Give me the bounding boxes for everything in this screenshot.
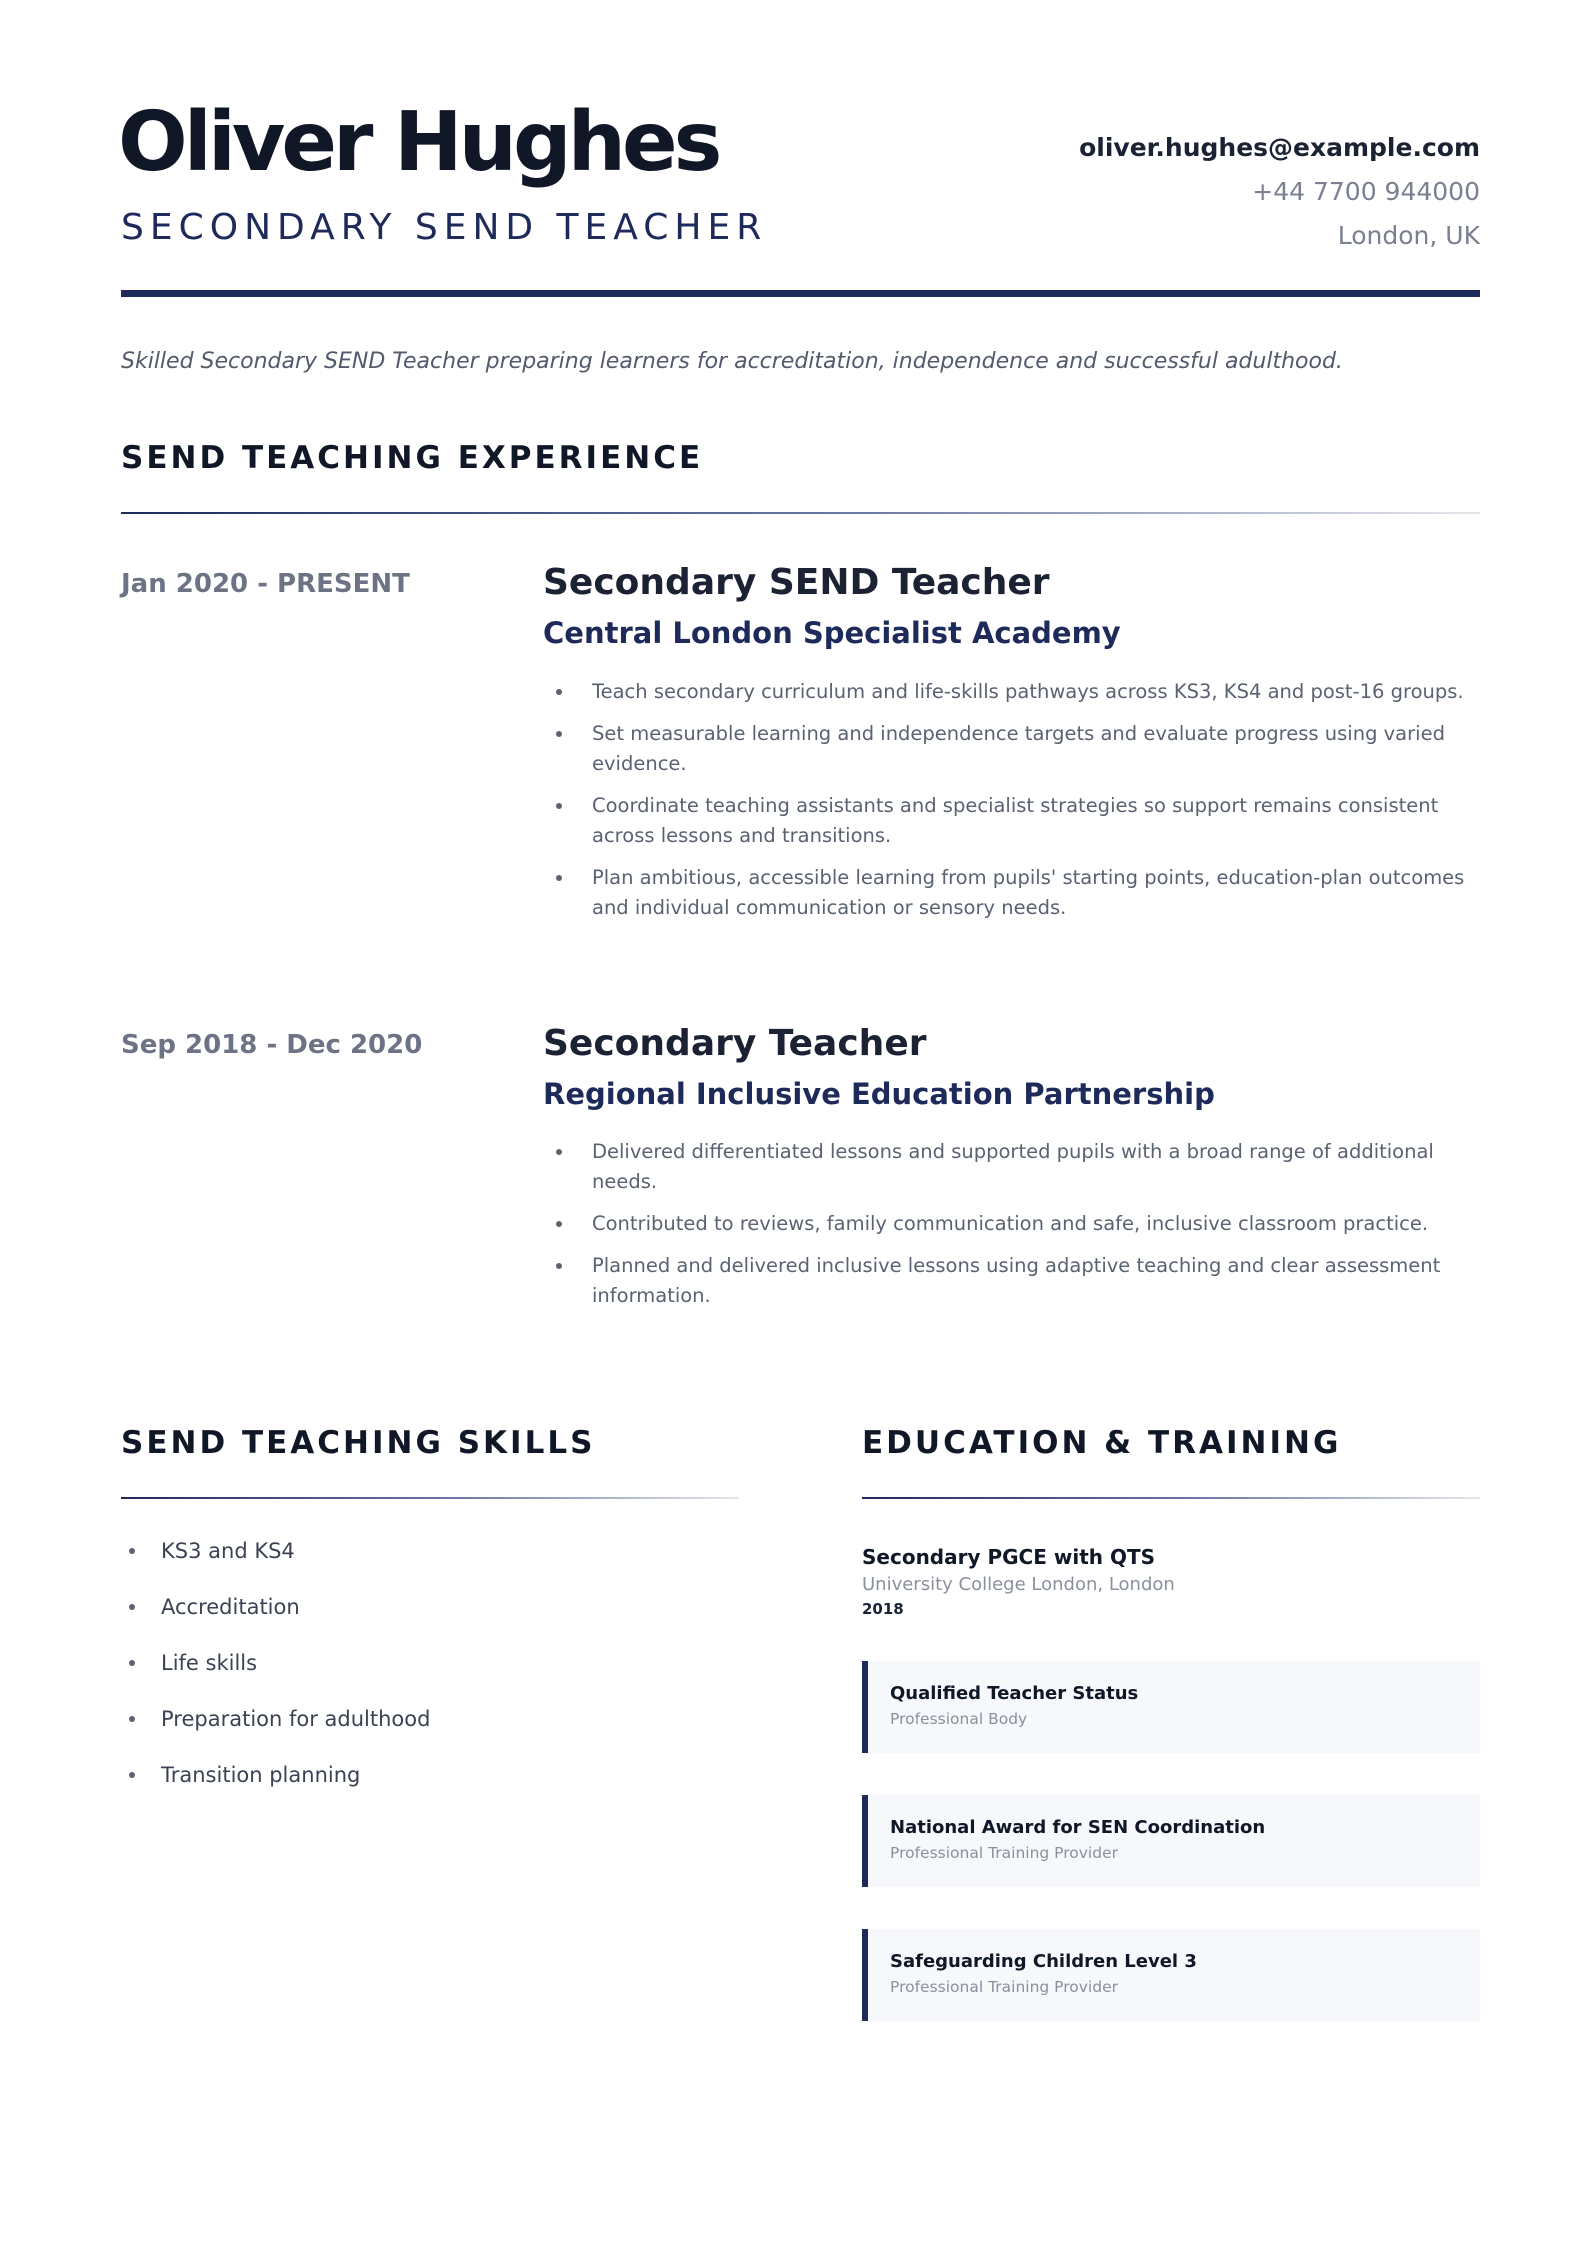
job-details [543,1023,1480,1324]
candidate-title: SECONDARY SEND TEACHER [121,207,768,248]
bullet-dot-icon [556,731,562,737]
job-bullet-text: Delivered differentiated lessons and supported pupils with a broad range of additional needs. [592,1140,1434,1194]
bullet-dot-icon [556,689,562,695]
experience-section [121,440,1480,1323]
job-bullet-text: Plan ambitious, accessible learning from pupils' starting points, education-plan outcomes and individual communication or sensory needs. [592,865,1465,919]
skill-item [121,1761,739,1817]
job-bullet-text: Coordinate teaching assistants and specialist strategies so support remains consistent across lessons and transitions. [592,793,1439,847]
bullet-dot-icon [556,875,562,881]
bullet-dot-icon [129,1716,135,1722]
certification-issuer: Professional Training Provider [890,1844,1118,1863]
education-school: University College London, London [862,1574,1175,1596]
bottom-columns [121,1425,1480,2021]
section-divider [121,512,1480,514]
certification-name: National Award for SEN Coordination [890,1817,1266,1839]
bullet-dot-icon [556,1263,562,1269]
job-date: Sep 2018 - Dec 2020 [121,1029,423,1060]
certification-issuer: Professional Training Provider [890,1978,1118,1997]
skill-label: Life skills [161,1651,258,1676]
job-bullet [543,1209,1480,1239]
skill-label: Preparation for adulthood [161,1707,431,1732]
education-degree: Secondary PGCE with QTS [862,1545,1155,1570]
job-details [543,562,1480,935]
job-bullet-text: Teach secondary curriculum and life-skills pathways across KS3, KS4 and post-16 groups. [592,679,1464,703]
job-date: Jan 2020 - PRESENT [121,569,410,599]
bullet-dot-icon [129,1604,135,1610]
bullet-dot-icon [556,803,562,809]
skill-item [121,1705,739,1761]
job-bullet [543,1251,1480,1311]
certification-card [862,1795,1480,1887]
skill-item [121,1649,739,1705]
certification-issuer: Professional Body [890,1710,1028,1729]
skill-label: KS3 and KS4 [161,1539,295,1564]
job-entry [121,1023,1480,1324]
skills-section [121,1425,739,2021]
skill-label: Accreditation [161,1595,300,1620]
skills-heading: SEND TEACHING SKILLS [121,1425,596,1462]
name-block [118,95,768,248]
certification-name: Qualified Teacher Status [890,1683,1139,1705]
bullet-dot-icon [129,1548,135,1554]
education-year: 2018 [862,1600,904,1619]
job-bullet-text: Set measurable learning and independence targets and evaluate progress using varied evidence. [592,721,1445,775]
education-entry [862,1543,1480,1619]
skills-list [121,1537,739,1817]
candidate-name: Oliver Hughes [118,95,719,190]
skill-item [121,1537,739,1593]
contact-location: London, UK [1337,221,1480,250]
education-heading: EDUCATION & TRAINING [862,1425,1342,1462]
certification-card [862,1929,1480,2021]
job-role: Secondary Teacher [543,1022,927,1064]
section-divider [121,1497,739,1499]
job-role: Secondary SEND Teacher [543,562,1050,603]
certification-name: Safeguarding Children Level 3 [890,1951,1197,1973]
bullet-dot-icon [129,1772,135,1778]
experience-heading: SEND TEACHING EXPERIENCE [121,440,704,476]
job-bullet-text: Planned and delivered inclusive lessons using adaptive teaching and clear assessment information. [592,1254,1441,1308]
job-bullet-text: Contributed to reviews, family communication and safe, inclusive classroom practice. [592,1212,1429,1236]
contact-email[interactable]: oliver.hughes@example.com [1079,133,1480,162]
bullet-dot-icon [556,1149,562,1155]
job-company: Central London Specialist Academy [543,616,1121,651]
job-bullet [543,719,1480,779]
contact-phone: +44 7700 944000 [1252,177,1480,206]
job-bullet [543,791,1480,851]
header-divider [121,290,1480,297]
skill-item [121,1593,739,1649]
contact-block [1079,126,1480,258]
job-entry [121,562,1480,935]
bullet-dot-icon [129,1660,135,1666]
job-bullet-list [543,677,1480,923]
bullet-dot-icon [556,1221,562,1227]
job-bullet [543,677,1480,707]
profile-summary: Skilled Secondary SEND Teacher preparing learners for accreditation, independence and successful adulthood. [121,349,1343,374]
education-section [862,1425,1480,2021]
skill-label: Transition planning [161,1763,361,1788]
job-bullet-list [543,1137,1480,1311]
section-divider [862,1497,1480,1499]
job-company: Regional Inclusive Education Partnership [543,1077,1215,1112]
resume-header [118,95,1480,290]
job-bullet [543,1137,1480,1197]
job-bullet [543,863,1480,923]
certification-card [862,1661,1480,1753]
